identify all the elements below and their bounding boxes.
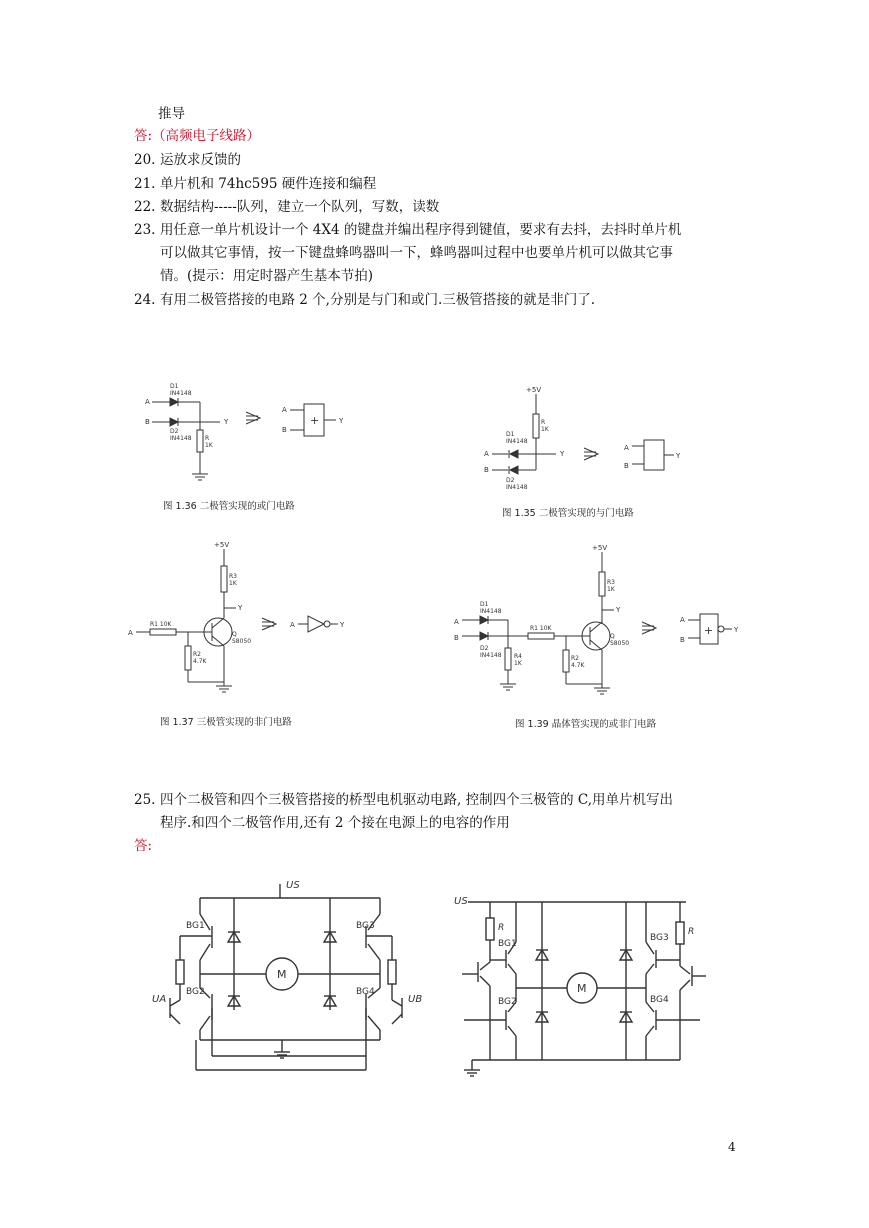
label-d1: D1 bbox=[480, 601, 489, 608]
question-number: 25. bbox=[134, 792, 156, 808]
label-r: R bbox=[205, 435, 210, 442]
label-bg1: BG1 bbox=[498, 939, 517, 949]
question-text: 有用二极管搭接的电路 2 个,分别是与门和或门.三极管搭接的就是非门了. bbox=[160, 292, 596, 308]
label-in4148: IN4148 bbox=[170, 435, 192, 442]
line-derivation: 推导 bbox=[158, 106, 185, 122]
figure-h-bridge-right bbox=[450, 870, 710, 1085]
label-b: B bbox=[624, 462, 629, 470]
label-plus: + bbox=[310, 414, 320, 427]
question-number: 23. bbox=[134, 222, 156, 238]
question-22 bbox=[134, 197, 439, 217]
question-21 bbox=[134, 174, 376, 194]
label-r: R bbox=[688, 927, 695, 937]
question-24 bbox=[134, 290, 595, 310]
label-y: Y bbox=[676, 452, 681, 460]
label-y: Y bbox=[340, 621, 345, 629]
label-y: Y bbox=[224, 418, 229, 426]
label-bg2: BG2 bbox=[186, 987, 205, 997]
label-q: Q bbox=[232, 631, 237, 638]
label-r2: R2 bbox=[571, 655, 579, 662]
label-in4148: IN4148 bbox=[170, 390, 192, 397]
label-5v: +5V bbox=[214, 541, 230, 549]
label-b: B bbox=[680, 636, 685, 644]
label-4-7k: 4.7K bbox=[193, 658, 207, 665]
label-r2: R2 bbox=[193, 651, 201, 658]
label-b: B bbox=[454, 634, 459, 642]
label-1k: 1K bbox=[514, 660, 522, 667]
label-y: Y bbox=[560, 450, 565, 458]
page-number: 4 bbox=[728, 1140, 736, 1154]
question-number: 21. bbox=[134, 176, 156, 192]
answer-label-high-freq: 答:（高频电子线路） bbox=[134, 128, 261, 144]
label-s8050: S8050 bbox=[610, 640, 630, 647]
label-bg1: BG1 bbox=[186, 921, 205, 931]
figure-diode-or-gate bbox=[140, 378, 370, 490]
label-bg4: BG4 bbox=[650, 995, 669, 1005]
label-d1: D1 bbox=[170, 383, 179, 390]
label-bg2: BG2 bbox=[498, 997, 517, 1007]
label-y: Y bbox=[734, 626, 739, 634]
label-plus: + bbox=[704, 624, 714, 637]
label-ub: UB bbox=[408, 994, 423, 1005]
question-number: 20. bbox=[134, 152, 156, 168]
label-a: A bbox=[624, 444, 629, 452]
label-m: M bbox=[577, 982, 587, 995]
label-bg4: BG4 bbox=[356, 987, 375, 997]
label-4-7k: 4.7K bbox=[571, 662, 585, 669]
label-a: A bbox=[454, 618, 459, 626]
label-in4148: IN4148 bbox=[480, 608, 502, 615]
figure-h-bridge-left bbox=[150, 870, 430, 1085]
figure-transistor-not-gate bbox=[124, 538, 364, 708]
label-in4148: IN4148 bbox=[506, 438, 528, 445]
answer-label: 答: bbox=[134, 838, 153, 854]
question-23-cont-1: 可以做其它事情，按一下键盘蜂鸣器叫一下，蜂鸣器叫过程中也要单片机可以做其它事 bbox=[160, 245, 673, 261]
label-r: R bbox=[498, 923, 505, 933]
label-s8050: S8050 bbox=[232, 638, 252, 645]
label-y: Y bbox=[238, 604, 243, 612]
label-a: A bbox=[680, 616, 685, 624]
label-m: M bbox=[277, 968, 287, 981]
question-23 bbox=[134, 220, 681, 240]
label-r3: R3 bbox=[607, 579, 615, 586]
label-b: B bbox=[484, 466, 489, 474]
label-r4: R4 bbox=[514, 653, 522, 660]
label-r: R bbox=[541, 419, 546, 426]
label-d2: D2 bbox=[506, 477, 515, 484]
label-a: A bbox=[128, 629, 133, 637]
label-1k: 1K bbox=[205, 442, 213, 449]
caption-fig-1-37: 图 1.37 三极管实现的非门电路 bbox=[160, 717, 292, 728]
caption-fig-1-39: 图 1.39 晶体管实现的或非门电路 bbox=[515, 719, 657, 730]
figure-transistor-nor-gate bbox=[450, 538, 750, 708]
question-23-cont-2: 情。(提示：用定时器产生基本节拍) bbox=[160, 268, 374, 284]
label-d2: D2 bbox=[170, 428, 179, 435]
label-us: US bbox=[286, 880, 300, 891]
label-r1-10k: R1 10K bbox=[530, 625, 552, 632]
question-text: 四个二极管和四个三极管搭接的桥型电机驱动电路, 控制四个三极管的 C,用单片机写出 bbox=[160, 792, 674, 808]
question-number: 22. bbox=[134, 199, 156, 215]
label-5v: +5V bbox=[592, 544, 608, 552]
label-5v: +5V bbox=[526, 386, 542, 394]
label-us: US bbox=[454, 896, 468, 907]
label-d2: D2 bbox=[480, 645, 489, 652]
label-y: Y bbox=[616, 606, 621, 614]
label-1k: 1K bbox=[607, 586, 615, 593]
label-a: A bbox=[290, 621, 295, 629]
label-r3: R3 bbox=[229, 573, 237, 580]
label-r1-10k: R1 10K bbox=[150, 621, 172, 628]
question-text: 单片机和 74hc595 硬件连接和编程 bbox=[160, 176, 377, 192]
question-number: 24. bbox=[134, 292, 156, 308]
figure-diode-and-gate bbox=[478, 384, 708, 496]
label-in4148: IN4148 bbox=[506, 484, 528, 491]
label-b: B bbox=[145, 418, 150, 426]
question-25-cont: 程序.和四个二极管作用,还有 2 个接在电源上的电容的作用 bbox=[160, 815, 510, 831]
label-bg3: BG3 bbox=[356, 921, 375, 931]
question-20 bbox=[134, 150, 241, 170]
label-1k: 1K bbox=[541, 426, 549, 433]
label-in4148: IN4148 bbox=[480, 652, 502, 659]
label-q: Q bbox=[610, 633, 615, 640]
label-y: Y bbox=[339, 417, 344, 425]
label-1k: 1K bbox=[229, 580, 237, 587]
caption-fig-1-35: 图 1.35 二极管实现的与门电路 bbox=[502, 508, 634, 519]
label-a: A bbox=[145, 398, 150, 406]
label-a: A bbox=[484, 450, 489, 458]
question-text: 数据结构-----队列，建立一个队列，写数，读数 bbox=[160, 199, 440, 215]
label-ua: UA bbox=[152, 994, 167, 1005]
label-bg3: BG3 bbox=[650, 933, 669, 943]
question-25 bbox=[134, 790, 673, 810]
caption-fig-1-36: 图 1.36 二极管实现的或门电路 bbox=[163, 501, 295, 512]
question-text: 运放求反馈的 bbox=[160, 152, 241, 168]
label-b: B bbox=[282, 426, 287, 434]
label-d1: D1 bbox=[506, 431, 515, 438]
question-text: 用任意一单片机设计一个 4X4 的键盘并编出程序得到键值，要求有去抖，去抖时单片机 bbox=[160, 222, 682, 238]
label-a: A bbox=[282, 406, 287, 414]
